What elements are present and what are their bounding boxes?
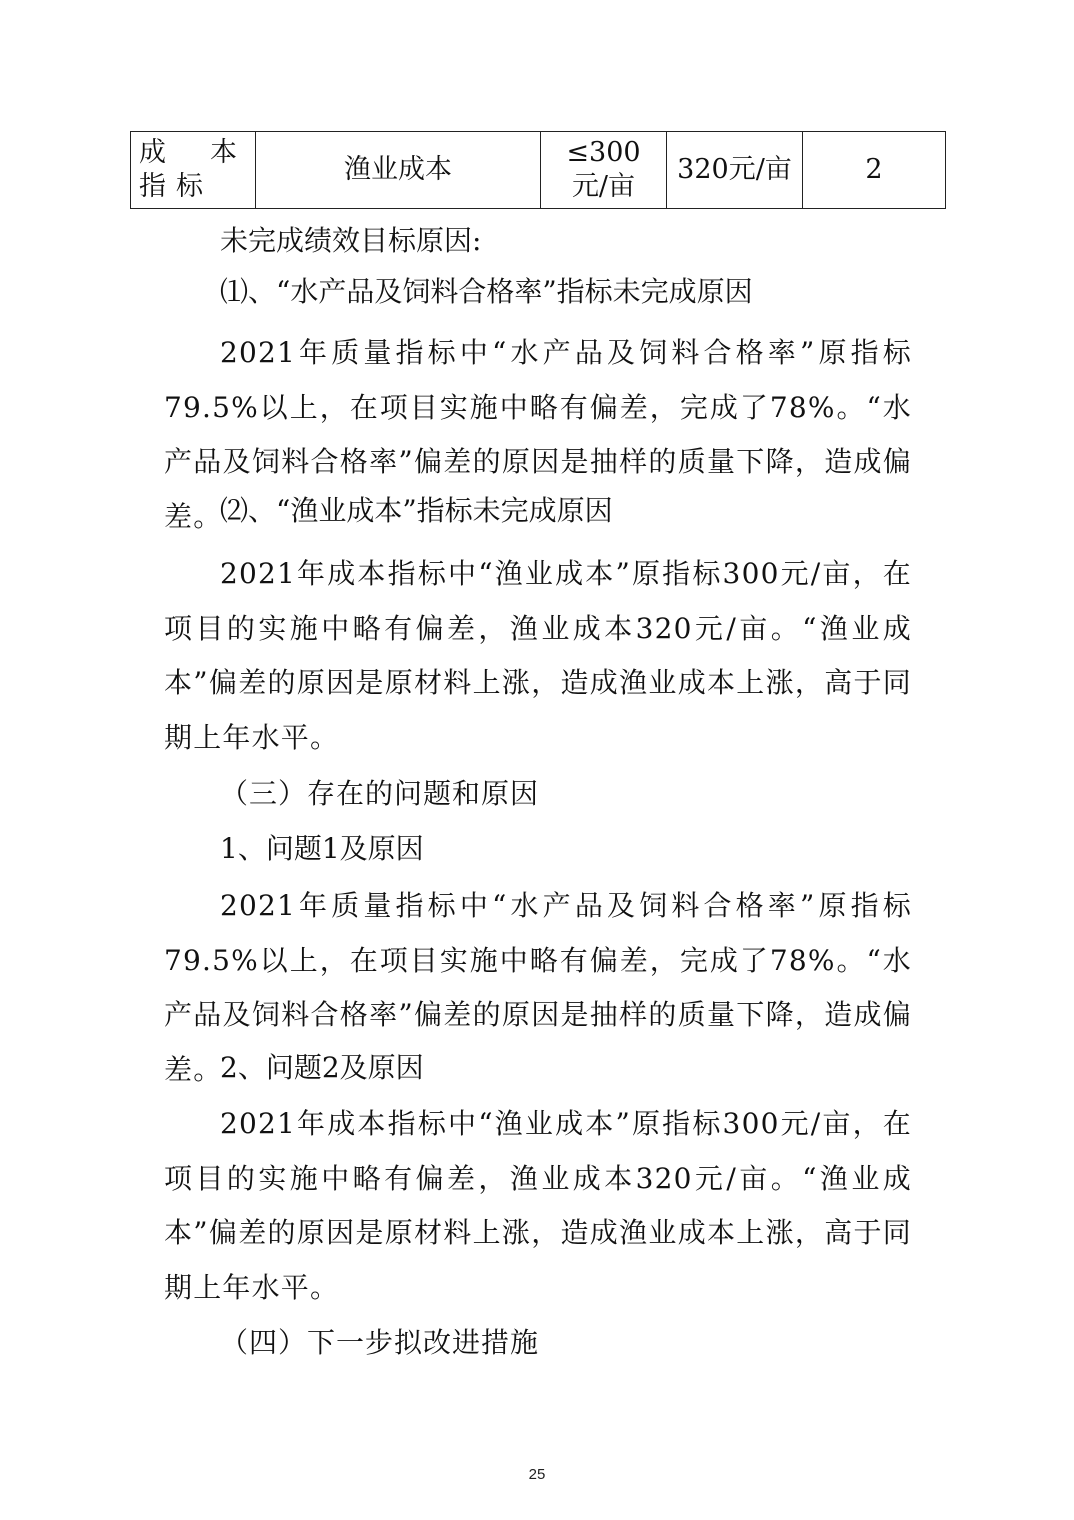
reason1-title: ⑴、“水产品及饲料合格率”指标未完成原因 [220,275,753,308]
performance-metric-table [130,131,946,209]
table-cell-score: 2 [803,132,946,209]
page-number: 25 [528,1466,546,1483]
problem2-text: 2021年成本指标中“渔业成本”原指标300元/亩，在项目的实施中略有偏差，渔业成本320元/亩。“渔业成本”偏差的原因是原材料上涨，造成渔业成本上涨，高于同期上年水平。 [164,1107,912,1304]
problem1-text: 2021年质量指标中“水产品及饲料合格率”原指标79.5%以上，在项目实施中略有偏差，完成了78%。“水产品及饲料合格率”偏差的原因是抽样的质量下降，造成偏差。 [164,889,912,1086]
reason1-text: 2021年质量指标中“水产品及饲料合格率”原指标79.5%以上，在项目实施中略有偏差，完成了78%。“水产品及饲料合格率”偏差的原因是抽样的质量下降，造成偏差。 [164,336,912,533]
reasons-heading: 未完成绩效目标原因: [220,224,482,257]
table-row [131,132,946,209]
table-cell-target: ≤300元/亩 [541,132,667,209]
reason2-title: ⑵、“渔业成本”指标未完成原因 [220,494,613,527]
section3-title: （三）存在的问题和原因 [220,777,540,810]
table-cell-actual: 320元/亩 [667,132,803,209]
problem1-title: 1、问题1及原因 [220,832,424,865]
table-cell-category: 成本指标 [131,132,256,209]
section4-title: （四）下一步拟改进措施 [220,1326,540,1359]
reason2-text: 2021年成本指标中“渔业成本”原指标300元/亩，在项目的实施中略有偏差，渔业成本320元/亩。“渔业成本”偏差的原因是原材料上涨，造成渔业成本上涨，高于同期上年水平。 [164,557,912,754]
problem2-title: 2、问题2及原因 [220,1051,424,1084]
table-cell-indicator: 渔业成本 [256,132,541,209]
